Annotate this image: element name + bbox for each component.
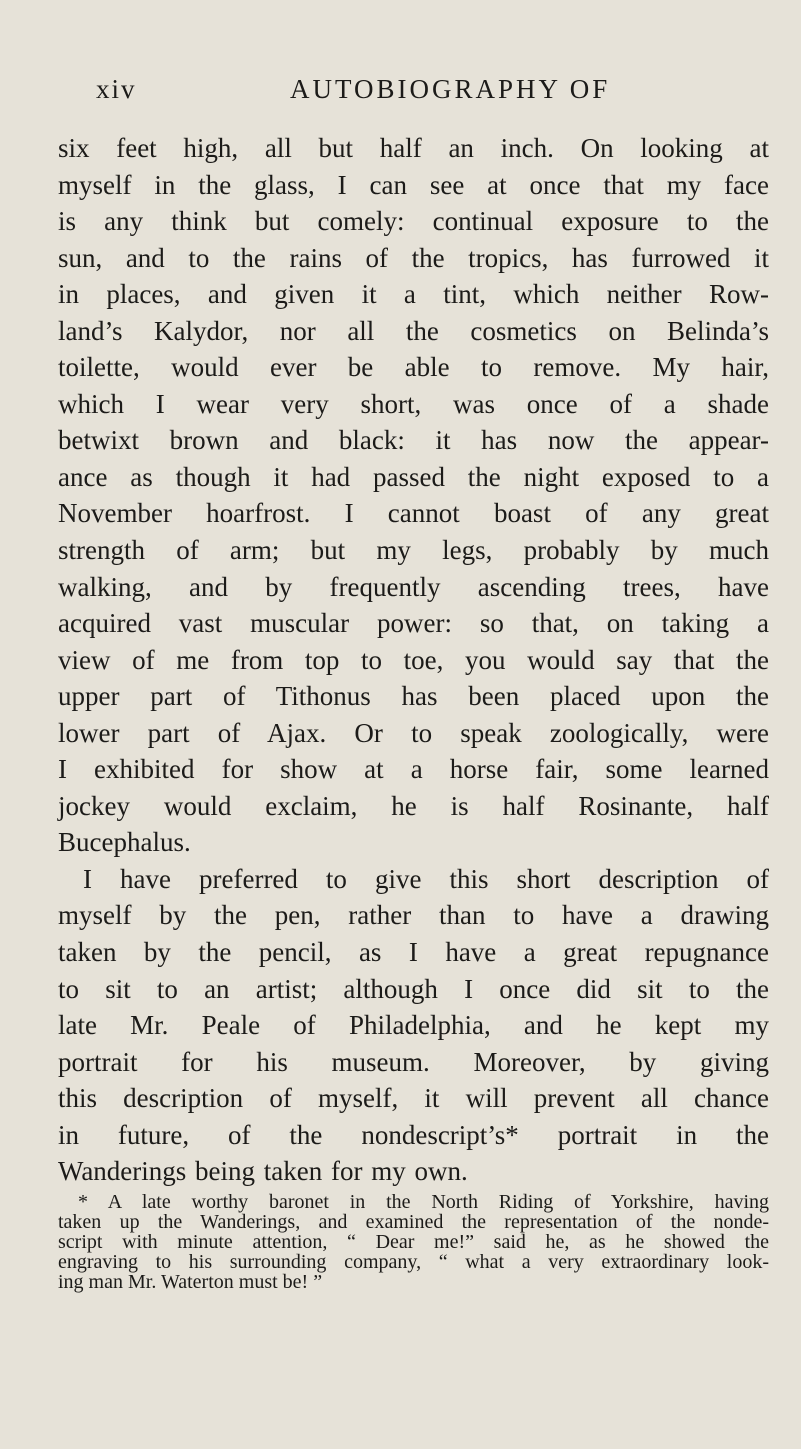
text-line: toilette, would ever be able to remove. My hair, <box>58 352 769 383</box>
text-line: in future, of the nondescript’s* portrait in the <box>58 1119 769 1150</box>
text-line: myself by the pen, rather than to have a drawing <box>58 900 769 931</box>
text-line: land’s Kalydor, nor all the cosmetics on Belinda’s <box>58 315 769 346</box>
text-line: upper part of Tithonus has been placed upon the <box>58 681 769 712</box>
page-number: xiv <box>96 74 137 104</box>
running-head <box>96 74 741 114</box>
text-line: walking, and by frequently ascending trees, have <box>58 571 769 602</box>
text-line: six feet high, all but half an inch. On looking at <box>58 133 769 163</box>
footnote-line: taken up the Wanderings, and examined the representation of the nonde- <box>58 1211 769 1233</box>
text-line: taken by the pencil, as I have a great repugnance <box>58 937 769 968</box>
text-line: strength of arm; but my legs, probably by much <box>58 535 769 566</box>
running-title: AUTOBIOGRAPHY OF <box>290 74 611 104</box>
text-line: I have preferred to give this short description of <box>83 863 769 894</box>
footnote-line: * A late worthy baronet in the North Riding of Yorkshire, having <box>78 1191 769 1213</box>
text-line: jockey would exclaim, he is half Rosinante, half <box>58 790 769 821</box>
text-line: late Mr. Peale of Philadelphia, and he kept my <box>58 1010 769 1041</box>
text-line: this description of myself, it will prevent all chance <box>58 1083 769 1114</box>
text-line: sun, and to the rains of the tropics, has furrowed it <box>58 242 769 273</box>
text-line: November hoarfrost. I cannot boast of any great <box>58 498 769 529</box>
text-line: betwixt brown and black: it has now the appear- <box>58 425 769 456</box>
footnote-line: script with minute attention, “ Dear me!” said he, as he showed the <box>58 1231 769 1253</box>
text-line: view of me from top to toe, you would say that the <box>58 644 769 675</box>
text-line: ance as though it had passed the night exposed to a <box>58 461 769 492</box>
text-line: I exhibited for show at a horse fair, some learned <box>58 754 769 785</box>
footnote <box>58 1192 769 1292</box>
text-line: which I wear very short, was once of a shade <box>58 388 769 419</box>
text-line: myself in the glass, I can see at once that my face <box>58 169 769 200</box>
text-line: lower part of Ajax. Or to speak zoologically, were <box>58 717 769 748</box>
text-line: in places, and given it a tint, which neither Row- <box>58 279 769 310</box>
text-line: is any think but comely: continual exposure to the <box>58 206 769 237</box>
text-line: Bucephalus. <box>58 827 191 858</box>
text-line: acquired vast muscular power: so that, on taking a <box>58 608 769 639</box>
body-text <box>58 130 769 1190</box>
footnote-line: ing man Mr. Waterton must be! ” <box>58 1271 323 1293</box>
footnote-line: engraving to his surrounding company, “ what a very extraordinary look- <box>58 1251 769 1273</box>
text-line: portrait for his museum. Moreover, by giving <box>58 1046 769 1077</box>
text-line: to sit to an artist; although I once did sit to the <box>58 973 769 1004</box>
text-line: Wanderings being taken for my own. <box>58 1156 468 1187</box>
